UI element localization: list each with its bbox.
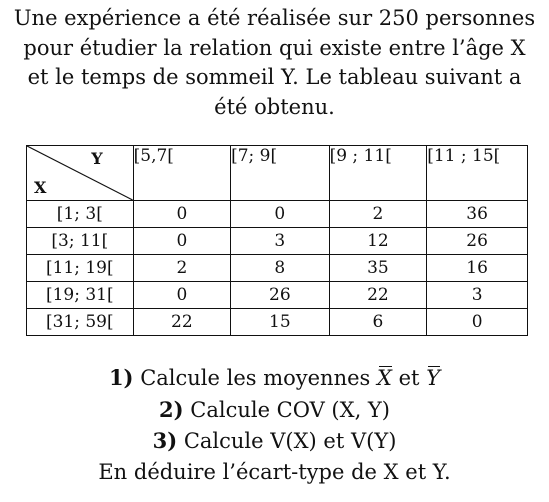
table-cell: 35 [329,255,427,282]
table-cell: 3 [231,228,330,255]
table-cell: 0 [133,228,230,255]
table-cell: 0 [133,282,230,309]
intro-line: Une expérience a été réalisée sur 250 personnes [13,6,536,30]
question-text: En déduire l’écart-type de X et Y. [98,459,451,484]
row-header: [31; 59[ [27,309,134,336]
row-header: [1; 3[ [27,201,134,228]
column-header: [5,7[ [133,146,230,201]
table-row [27,228,528,255]
column-header: [7; 9[ [231,146,330,201]
table-header-row [27,146,528,201]
intro-paragraph [4,4,545,122]
table-cell: 6 [329,309,427,336]
table-cell: 2 [329,201,427,228]
table-row [27,309,528,336]
table-cell: 36 [427,201,528,228]
mean-y-symbol: Y [426,363,440,395]
table-corner-cell [27,146,134,201]
intro-line: et le temps de sommeil Y. Le tableau suivant a [27,65,522,89]
question-1 [4,362,545,394]
table-cell: 15 [231,309,330,336]
column-header: [11 ; 15[ [427,146,528,201]
row-header: [19; 31[ [27,282,134,309]
table-cell: 3 [427,282,528,309]
table-cell: 22 [133,309,230,336]
table-cell: 0 [231,201,330,228]
question-text: Calcule les moyennes [140,366,371,390]
table-cell: 12 [329,228,427,255]
intro-line: été obtenu. [214,94,335,119]
contingency-table [26,145,528,336]
table-cell: 8 [231,255,330,282]
row-header: [3; 11[ [27,228,134,255]
question-text: et [398,366,420,390]
table-row [27,282,528,309]
question-3 [4,425,545,457]
table-cell: 0 [427,309,528,336]
question-number: 1) [108,365,134,390]
question-text: Calcule V(X) et V(Y) [183,429,397,453]
x-axis-label: X [34,178,47,197]
question-text: Calcule COV (X, Y) [190,397,390,422]
y-axis-label: Y [91,149,103,168]
table-cell: 26 [427,228,528,255]
row-header: [11; 19[ [27,255,134,282]
intro-line: pour étudier la relation qui existe entre l’âge X [23,35,526,60]
table-cell: 26 [231,282,330,309]
table-row [27,255,528,282]
table-row [27,201,528,228]
table-cell: 22 [329,282,427,309]
question-number: 3) [152,428,178,453]
question-number: 2) [159,396,184,422]
column-header: [9 ; 11[ [329,146,427,201]
table-cell: 16 [427,255,528,282]
mean-x-symbol: X [377,363,392,395]
question-2 [4,394,545,426]
questions-block [4,362,545,488]
table-cell: 0 [133,201,230,228]
table-cell: 2 [133,255,230,282]
question-4 [4,457,545,489]
